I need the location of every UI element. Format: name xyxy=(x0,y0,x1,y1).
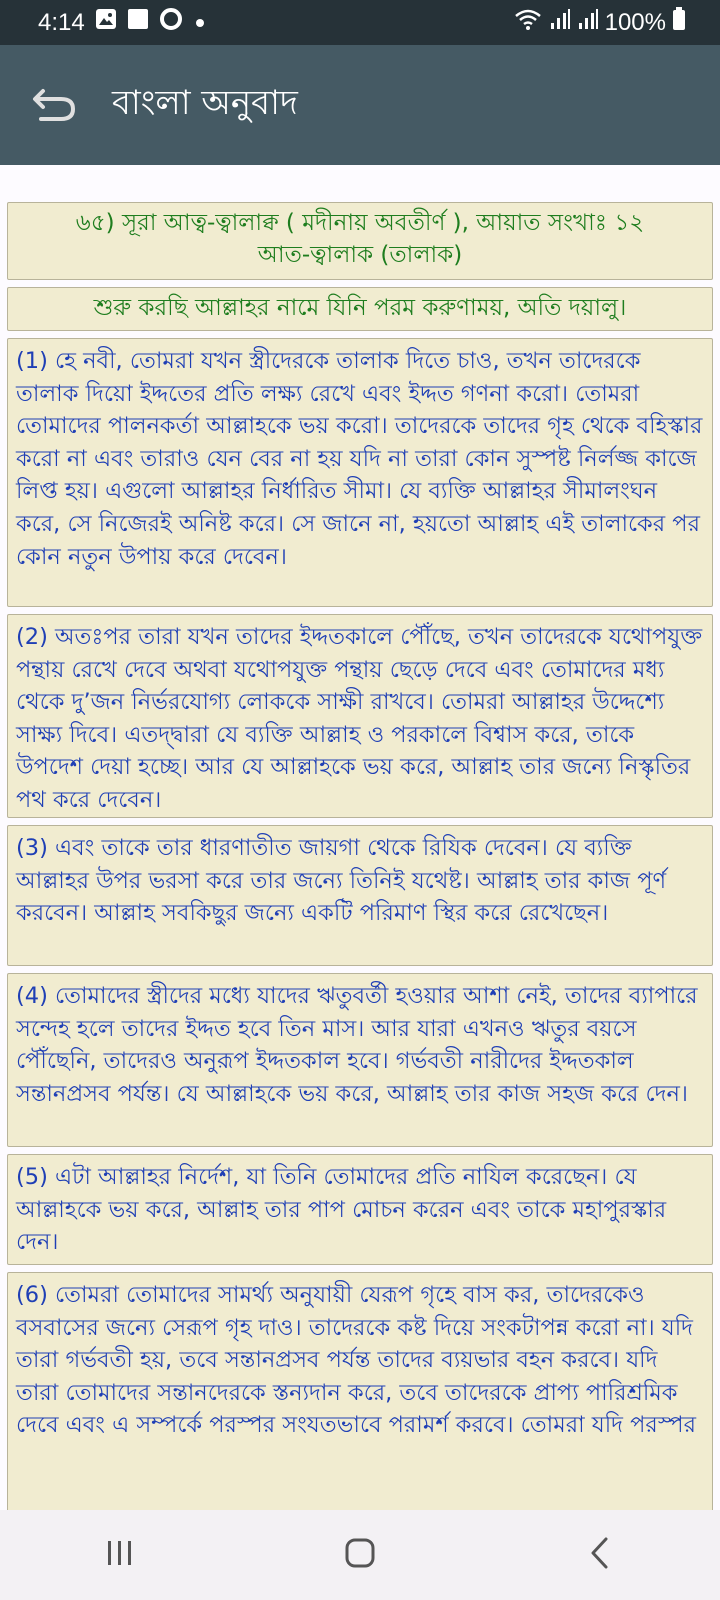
home-button[interactable] xyxy=(330,1525,390,1585)
gallery-icon xyxy=(95,8,117,37)
recent-apps-button[interactable] xyxy=(90,1525,150,1585)
ayah-text: (2) অতঃপর তারা যখন তাদের ইদ্দতকালে পৌঁছে, তখন তাদেরকে যথোপযুক্ত পন্থায় রেখে দেবে অথবা যথোপযুক্ত পন্থায় ছেড়ে দেবে এবং তোমাদের মধ্য থেকে দু’জন নির্ভরযোগ্য লোককে সাক্ষী রাখবে। তোমরা আল্লাহর উদ্দেশ্যে সাক্ষ্য দিবে। এতদ্দ্বারা যে ব্যক্তি আল্লাহ ও পরকালে বিশ্বাস করে, তাকে উপদেশ দেয়া হচ্ছে। আর যে আল্লাহকে ভয় করে, আল্লাহ তার জন্যে নিস্কৃতির পথ করে দেবেন। xyxy=(16,624,703,813)
surah-header-line2: আত-ত্বালাক (তালাক) xyxy=(257,242,463,268)
battery-percent: 100% xyxy=(604,8,666,36)
ayah-text: (5) এটা আল্লাহর নির্দেশ, যা তিনি তোমাদের প্রতি নাযিল করেছেন। যে আল্লাহকে ভয় করে, আল্লাহ তার পাপ মোচন করেন এবং তাকে মহাপুরস্কার দেন। xyxy=(16,1164,667,1256)
surah-header-line1: ৬৫) সূরা আত্ব-ত্বালাক্ব ( মদীনায় অবতীর্ণ ), আয়াত সংখাঃ ১২ xyxy=(75,210,645,236)
home-icon xyxy=(343,1536,377,1574)
app-bar xyxy=(0,45,720,165)
status-bar xyxy=(0,0,720,45)
ayah-text: (4) তোমাদের স্ত্রীদের মধ্যে যাদের ঋতুবর্তী হওয়ার আশা নেই, তাদের ব্যাপারে সন্দেহ হলে তাদের ইদ্দত হবে তিন মাস। আর যারা এখনও ঋতুর বয়সে পৌঁছেনি, তাদেরও অনুরূপ ইদ্দতকাল হবে। গর্ভবতী নারীদের ইদ্দতকাল সন্তানপ্রসব পর্যন্ত। যে আল্লাহকে ভয় করে, আল্লাহ তার কাজ সহজ করে দেন। xyxy=(16,983,698,1107)
page-title: বাংলা অনুবাদ xyxy=(112,82,298,123)
ayah-text: (6) তোমরা তোমাদের সামর্থ্য অনুযায়ী যেরূপ গৃহে বাস কর, তাদেরকেও বসবাসের জন্যে সেরূপ গৃহ দাও। তাদেরকে কষ্ট দিয়ে সংকটাপন্ন করো না। যদি তারা গর্ভবতী হয়, তবে সন্তানপ্রসব পর্যন্ত তাদের ব্যয়ভার বহন করবে। যদি তারা তোমাদের সন্তানদেরকে স্তন্যদান করে, তবে তাদেরকে প্রাপ্য পারিশ্রমিক দেবে এবং এ সম্পর্কে পরস্পর সংযতভাবে পরামর্শ করবে। তোমরা যদি পরস্পর xyxy=(16,1282,696,1439)
wifi-icon xyxy=(513,7,543,38)
signal-icon xyxy=(549,7,571,38)
back-icon xyxy=(588,1536,612,1574)
ayah-card[interactable] xyxy=(7,1154,713,1265)
back-arrow-icon xyxy=(31,83,77,127)
bismillah-card xyxy=(7,287,713,331)
surah-header xyxy=(7,202,713,280)
dot-icon xyxy=(193,9,207,37)
status-time: 4:14 xyxy=(38,8,85,36)
status-right xyxy=(513,7,686,38)
ayah-card[interactable] xyxy=(7,338,713,607)
ayah-text: (1) হে নবী, তোমরা যখন স্ত্রীদেরকে তালাক দিতে চাও, তখন তাদেরকে তালাক দিয়ো ইদ্দতের প্রতি লক্ষ্য রেখে এবং ইদ্দত গণনা করো। তোমরা তোমাদের পালনকর্তা আল্লাহকে ভয় করো। তাদেরকে তাদের গৃহ থেকে বহিস্কার করো না এবং তারাও যেন বের না হয় যদি না তারা কোন সুস্পষ্ট নির্লজ্জ কাজে লিপ্ত হয়। এগুলো আল্লাহর নির্ধারিত সীমা। যে ব্যক্তি আল্লাহর সীমালংঘন করে, সে নিজেরই অনিষ্ট করে। সে জানে না, হয়তো আল্লাহ এই তালাকের পর কোন নতুন উপায় করে দেবেন। xyxy=(16,348,703,570)
bismillah-text: শুরু করছি আল্লাহর নামে যিনি পরম করুণাময়, অতি দয়ালু। xyxy=(93,295,627,321)
system-nav-bar xyxy=(0,1510,720,1600)
nav-back-button[interactable] xyxy=(570,1525,630,1585)
ayah-card[interactable] xyxy=(7,973,713,1147)
content-area[interactable] xyxy=(0,165,720,1510)
battery-icon xyxy=(672,7,686,38)
back-button[interactable] xyxy=(26,77,82,133)
ayah-card[interactable] xyxy=(7,614,713,818)
ayah-text: (3) এবং তাকে তার ধারণাতীত জায়গা থেকে রিযিক দেবেন। যে ব্যক্তি আল্লাহর উপর ভরসা করে তার জন্যে তিনিই যথেষ্ট। আল্লাহ তার কাজ পূর্ণ করবেন। আল্লাহ সবকিছুর জন্যে একটি পরিমাণ স্থির করে রেখেছেন। xyxy=(16,835,667,927)
square-icon xyxy=(127,8,149,37)
recent-apps-icon xyxy=(104,1538,136,1572)
signal-icon xyxy=(577,7,599,38)
circle-icon xyxy=(159,7,183,38)
ayah-card[interactable] xyxy=(7,825,713,966)
status-left xyxy=(38,7,207,38)
ayah-card[interactable] xyxy=(7,1272,713,1510)
